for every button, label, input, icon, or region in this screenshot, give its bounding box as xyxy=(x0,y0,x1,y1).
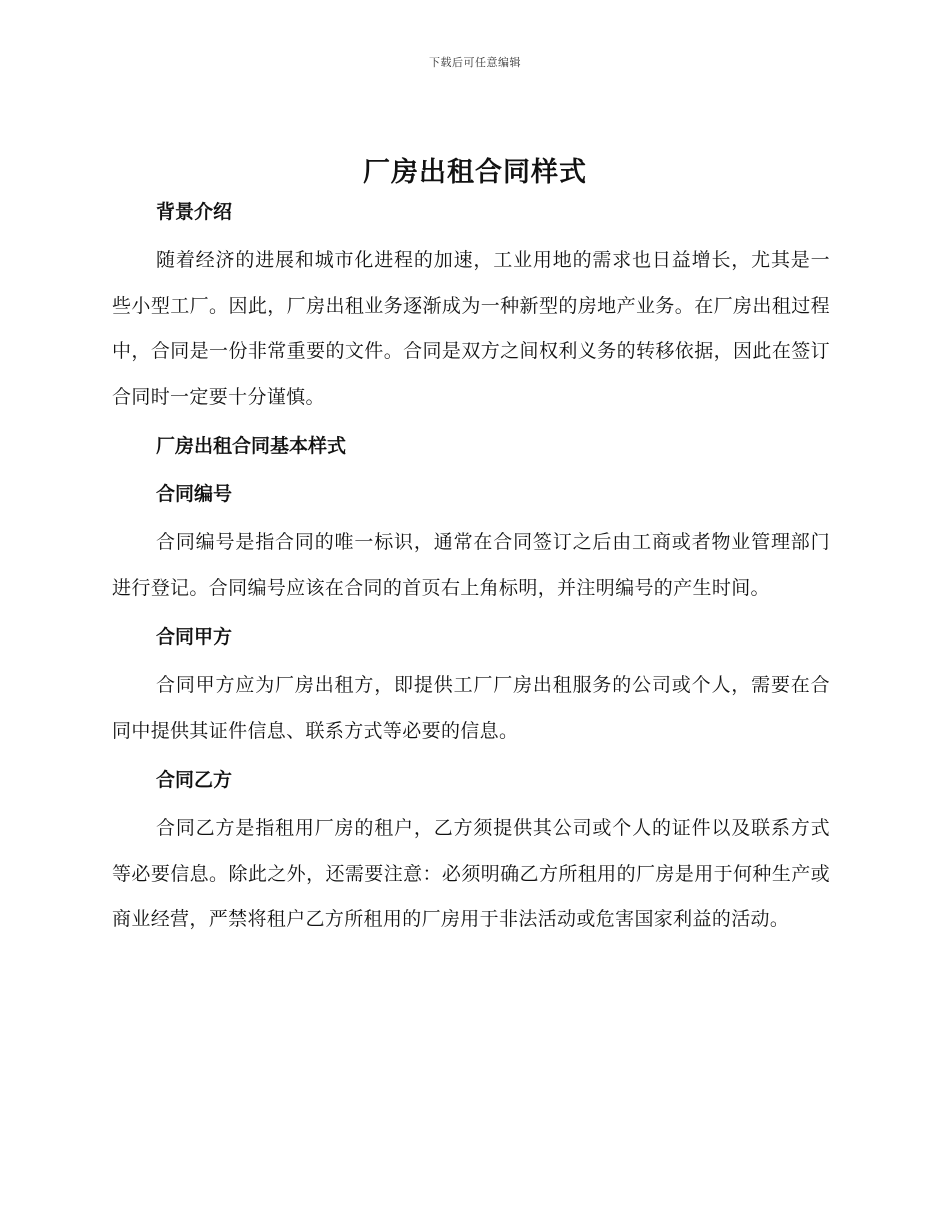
header-note: 下载后可任意编辑 xyxy=(429,56,521,69)
section-heading-background: 背景介绍 xyxy=(156,201,233,223)
document-title: 厂房出租合同样式 xyxy=(363,157,587,188)
section-body-party-a: 合同甲方应为厂房出租方，即提供工厂厂房出租服务的公司或个人，需要在合同中提供其证件信息、联系方式等必要的信息。 xyxy=(112,674,830,742)
section-body-party-b: 合同乙方是指租用厂房的租户，乙方须提供其公司或个人的证件以及联系方式等必要信息。除此之外，还需要注意：必须明确乙方所租用的厂房是用于何种生产或商业经营，严禁将租户乙方所租用的厂房用于非法活动或危害国家利益的活动。 xyxy=(112,817,830,930)
section-body-background: 随着经济的进展和城市化进程的加速，工业用地的需求也日益增长，尤其是一些小型工厂。因此，厂房出租业务逐渐成为一种新型的房地产业务。在厂房出租过程中，合同是一份非常重要的文件。合同是双方之间权利义务的转移依据，因此在签订合同时一定要十分谨慎。 xyxy=(112,249,830,408)
section-heading-party-b: 合同乙方 xyxy=(156,769,233,791)
section-heading-party-a: 合同甲方 xyxy=(156,626,233,648)
section-body-contract-number: 合同编号是指合同的唯一标识，通常在合同签订之后由工商或者物业管理部门进行登记。合同编号应该在合同的首页右上角标明，并注明编号的产生时间。 xyxy=(112,531,830,599)
section-heading-basic-format: 厂房出租合同基本样式 xyxy=(156,435,347,457)
document-body xyxy=(112,194,830,943)
section-heading-contract-number: 合同编号 xyxy=(156,483,233,505)
